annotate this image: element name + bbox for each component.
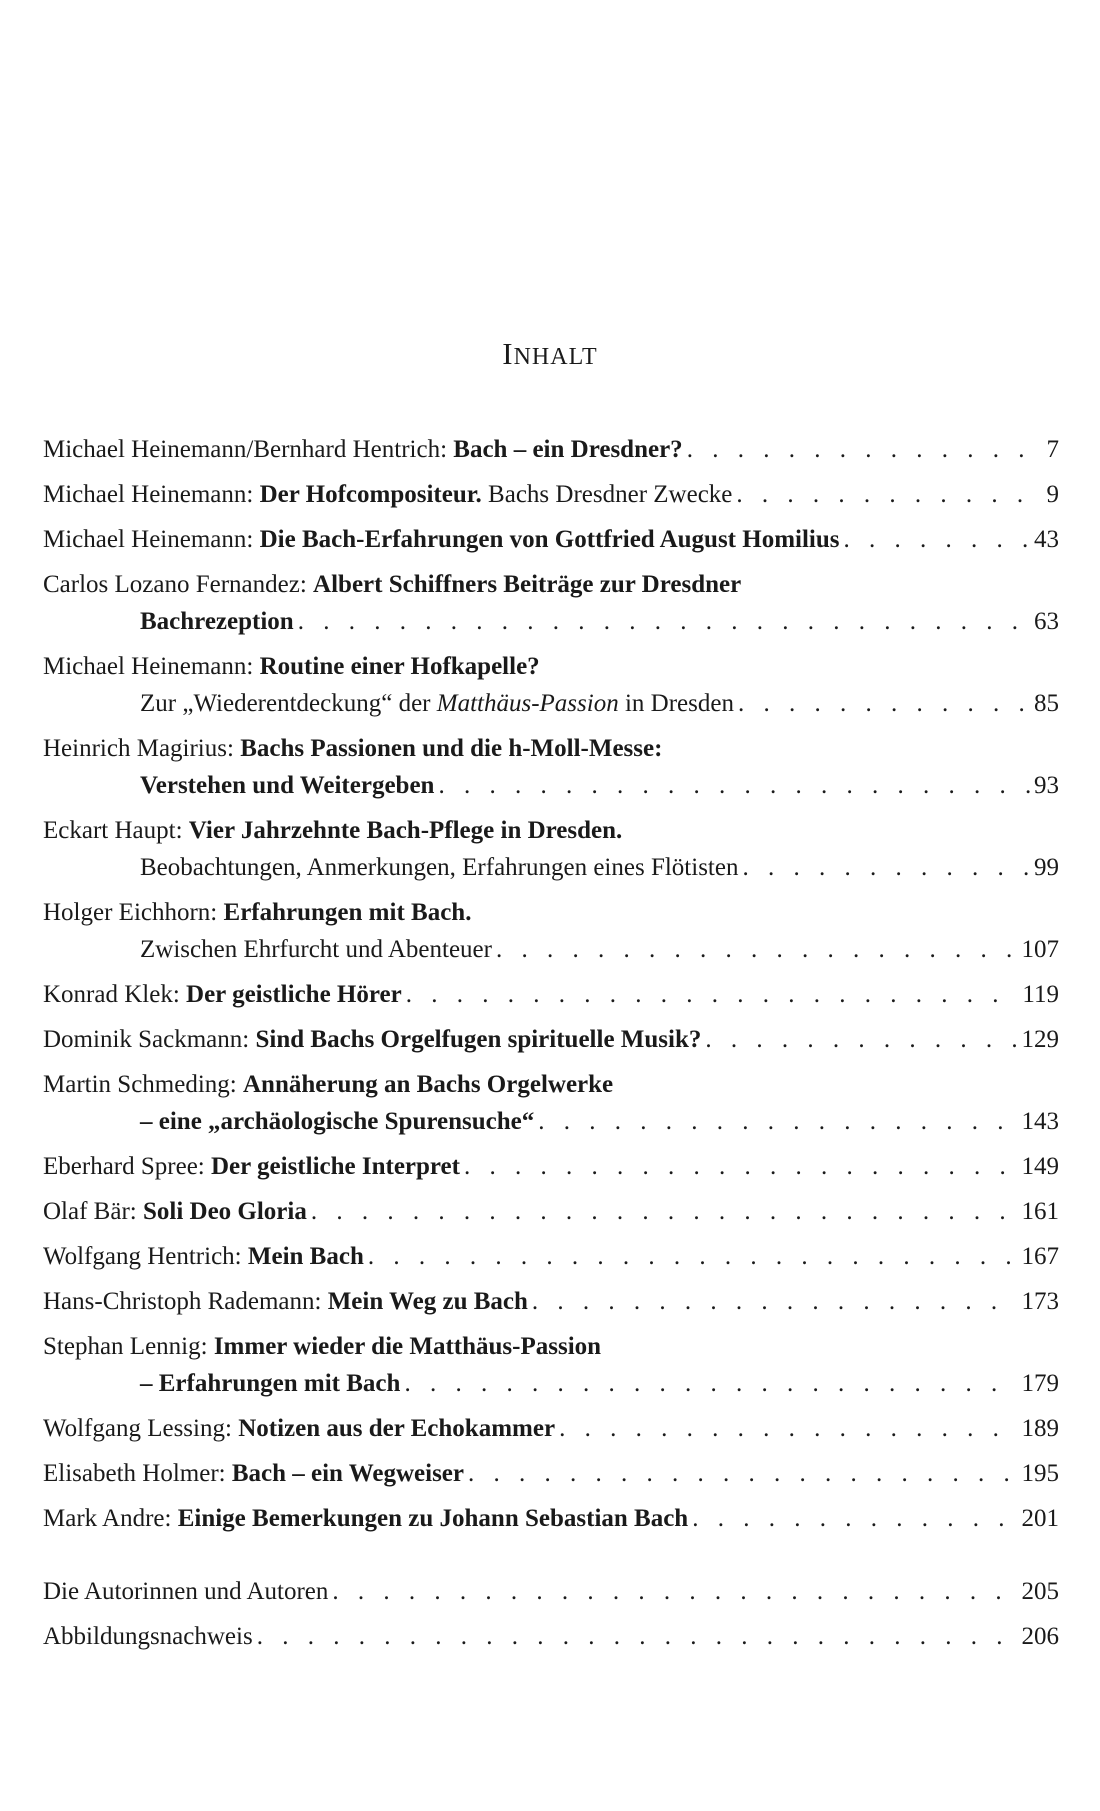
- entry-author: Michael Heinemann:: [43, 653, 254, 680]
- leader-dots: [559, 1410, 1017, 1447]
- page-number: 189: [1021, 1415, 1059, 1442]
- entry-author: Wolfgang Lessing:: [43, 1415, 232, 1442]
- page-number: 63: [1034, 608, 1059, 635]
- entry-label: Abbildungsnachweis: [43, 1623, 253, 1650]
- entry-author: Wolfgang Hentrich:: [43, 1243, 242, 1270]
- page-number: 93: [1034, 772, 1059, 799]
- entry-author: Mark Andre:: [43, 1505, 172, 1532]
- entry-author: Elisabeth Holmer:: [43, 1460, 226, 1487]
- leader-dots: [464, 1148, 1018, 1185]
- entry-title: Notizen aus der Echokammer: [238, 1415, 556, 1442]
- entry-title-continued: – Erfahrungen mit Bach: [140, 1370, 401, 1397]
- page-number: 179: [1021, 1370, 1059, 1397]
- leader-dots: [692, 1500, 1017, 1537]
- leader-dots: [332, 1573, 1017, 1610]
- leader-dots: [311, 1193, 1018, 1230]
- page-number: 205: [1021, 1578, 1059, 1605]
- leader-dots: [532, 1283, 1018, 1320]
- leader-dots: [742, 849, 1030, 886]
- entry-author: Carlos Lozano Fernandez:: [43, 571, 307, 598]
- entry-author: Michael Heinemann/Bernhard Hentrich:: [43, 436, 448, 463]
- entry-title: Erfahrungen mit Bach.: [223, 899, 472, 926]
- page-number: 195: [1021, 1460, 1059, 1487]
- leader-dots: [257, 1618, 1018, 1655]
- section-gap: [43, 1545, 1059, 1573]
- entry-author: Michael Heinemann:: [43, 481, 254, 508]
- page-number: 9: [1046, 481, 1059, 508]
- entry-title: Soli Deo Gloria: [142, 1198, 307, 1225]
- leader-dots: [468, 1455, 1018, 1492]
- entry-subtitle-italic: Matthäus-Passion: [436, 690, 619, 717]
- leader-dots: [538, 1103, 1017, 1140]
- page-number: 201: [1021, 1505, 1059, 1532]
- entry-author: Martin Schmeding:: [43, 1071, 237, 1098]
- entry-author: Olaf Bär:: [43, 1198, 137, 1225]
- entry-title-continued: – eine „archäologische Spurensuche“: [140, 1108, 535, 1135]
- toc-entry: [43, 431, 1059, 468]
- table-of-contents: [43, 431, 1059, 1663]
- page-number: 143: [1021, 1108, 1059, 1135]
- entry-title-continued: Bachrezeption: [140, 608, 294, 635]
- entry-title: Routine einer Hofkapelle?: [259, 653, 540, 680]
- entry-author: Dominik Sackmann:: [43, 1026, 250, 1053]
- entry-title: Mein Weg zu Bach: [327, 1288, 528, 1315]
- page-number: 7: [1046, 436, 1059, 463]
- toc-back-matter-entry: [43, 1618, 1059, 1655]
- toc-entry: [43, 1328, 1059, 1402]
- page-number: 167: [1021, 1243, 1059, 1270]
- page-title: [0, 336, 1100, 372]
- leader-dots: [844, 521, 1031, 558]
- toc-entry: [43, 1021, 1059, 1058]
- entry-title: Immer wieder die Matthäus-Passion: [213, 1333, 602, 1360]
- entry-title: Die Bach-Erfahrungen von Gottfried August Homilius: [259, 526, 840, 553]
- page-number: 206: [1021, 1623, 1059, 1650]
- toc-back-matter-entry: [43, 1573, 1059, 1610]
- entry-subtitle: Bachs Dresdner Zwecke: [488, 481, 733, 508]
- entry-title: Bachs Passionen und die h-Moll-Messe:: [240, 735, 663, 762]
- entry-author: Michael Heinemann:: [43, 526, 254, 553]
- leader-dots: [298, 603, 1030, 640]
- page-number: 161: [1021, 1198, 1059, 1225]
- leader-dots: [368, 1238, 1018, 1275]
- entry-author: Eckart Haupt:: [43, 817, 183, 844]
- toc-entry: [43, 1066, 1059, 1140]
- title-initial: I: [502, 336, 514, 371]
- leader-dots: [406, 976, 1019, 1013]
- entry-title: Der geistliche Hörer: [186, 981, 402, 1008]
- entry-subtitle: Zwischen Ehrfurcht und Abenteuer: [140, 936, 492, 963]
- toc-entry: [43, 812, 1059, 886]
- leader-dots: [496, 931, 1018, 968]
- leader-dots: [705, 1021, 1017, 1058]
- entry-author: Konrad Klek:: [43, 981, 180, 1008]
- toc-entry: [43, 648, 1059, 722]
- entry-author: Stephan Lennig:: [43, 1333, 208, 1360]
- entry-author: Eberhard Spree:: [43, 1153, 205, 1180]
- entry-subtitle-end: in Dresden: [624, 690, 734, 717]
- toc-entry: [43, 1193, 1059, 1230]
- page-number: 107: [1021, 936, 1059, 963]
- entry-author: Hans-Christoph Rademann:: [43, 1288, 322, 1315]
- toc-entry: [43, 521, 1059, 558]
- leader-dots: [404, 1365, 1017, 1402]
- entry-title: Der Hofcompositeur.: [259, 481, 482, 508]
- toc-entry: [43, 566, 1059, 640]
- toc-entry: [43, 730, 1059, 804]
- entry-author: Heinrich Magirius:: [43, 735, 234, 762]
- page-number: 173: [1021, 1288, 1059, 1315]
- page-number: 149: [1021, 1153, 1059, 1180]
- page-number: 119: [1022, 981, 1059, 1008]
- entry-title: Vier Jahrzehnte Bach-Pflege in Dresden.: [188, 817, 623, 844]
- entry-title: Der geistliche Interpret: [210, 1153, 460, 1180]
- entry-title: Annäherung an Bachs Orgelwerke: [242, 1071, 614, 1098]
- toc-entry: [43, 476, 1059, 513]
- toc-entry: [43, 1238, 1059, 1275]
- toc-entry: [43, 894, 1059, 968]
- page-number: 43: [1034, 526, 1059, 553]
- leader-dots: [736, 476, 1042, 513]
- entry-title: Sind Bachs Orgelfugen spirituelle Musik?: [255, 1026, 702, 1053]
- leader-dots: [738, 685, 1030, 722]
- leader-dots: [687, 431, 1043, 468]
- entry-subtitle: Beobachtungen, Anmerkungen, Erfahrungen eines Flötisten: [140, 854, 739, 881]
- page-number: 99: [1034, 854, 1059, 881]
- page-number: 129: [1021, 1026, 1059, 1053]
- entry-author: Holger Eichhorn:: [43, 899, 218, 926]
- entry-title: Mein Bach: [247, 1243, 364, 1270]
- entry-title: Bach – ein Dresdner?: [453, 436, 683, 463]
- toc-entry: [43, 1148, 1059, 1185]
- entry-title: Albert Schiffners Beiträge zur Dresdner: [313, 571, 742, 598]
- title-rest: NHALT: [513, 344, 598, 370]
- leader-dots: [438, 767, 1030, 804]
- entry-title: Einige Bemerkungen zu Johann Sebastian Bach: [177, 1505, 689, 1532]
- toc-entry: [43, 1500, 1059, 1537]
- page-number: 85: [1034, 690, 1059, 717]
- toc-entry: [43, 976, 1059, 1013]
- entry-subtitle: Zur „Wiederentdeckung“ der: [140, 690, 431, 717]
- toc-entry: [43, 1455, 1059, 1492]
- entry-title: Bach – ein Wegweiser: [231, 1460, 464, 1487]
- entry-title-continued: Verstehen und Weitergeben: [140, 772, 435, 799]
- entry-label: Die Autorinnen und Autoren: [43, 1578, 329, 1605]
- toc-entry: [43, 1283, 1059, 1320]
- toc-entry: [43, 1410, 1059, 1447]
